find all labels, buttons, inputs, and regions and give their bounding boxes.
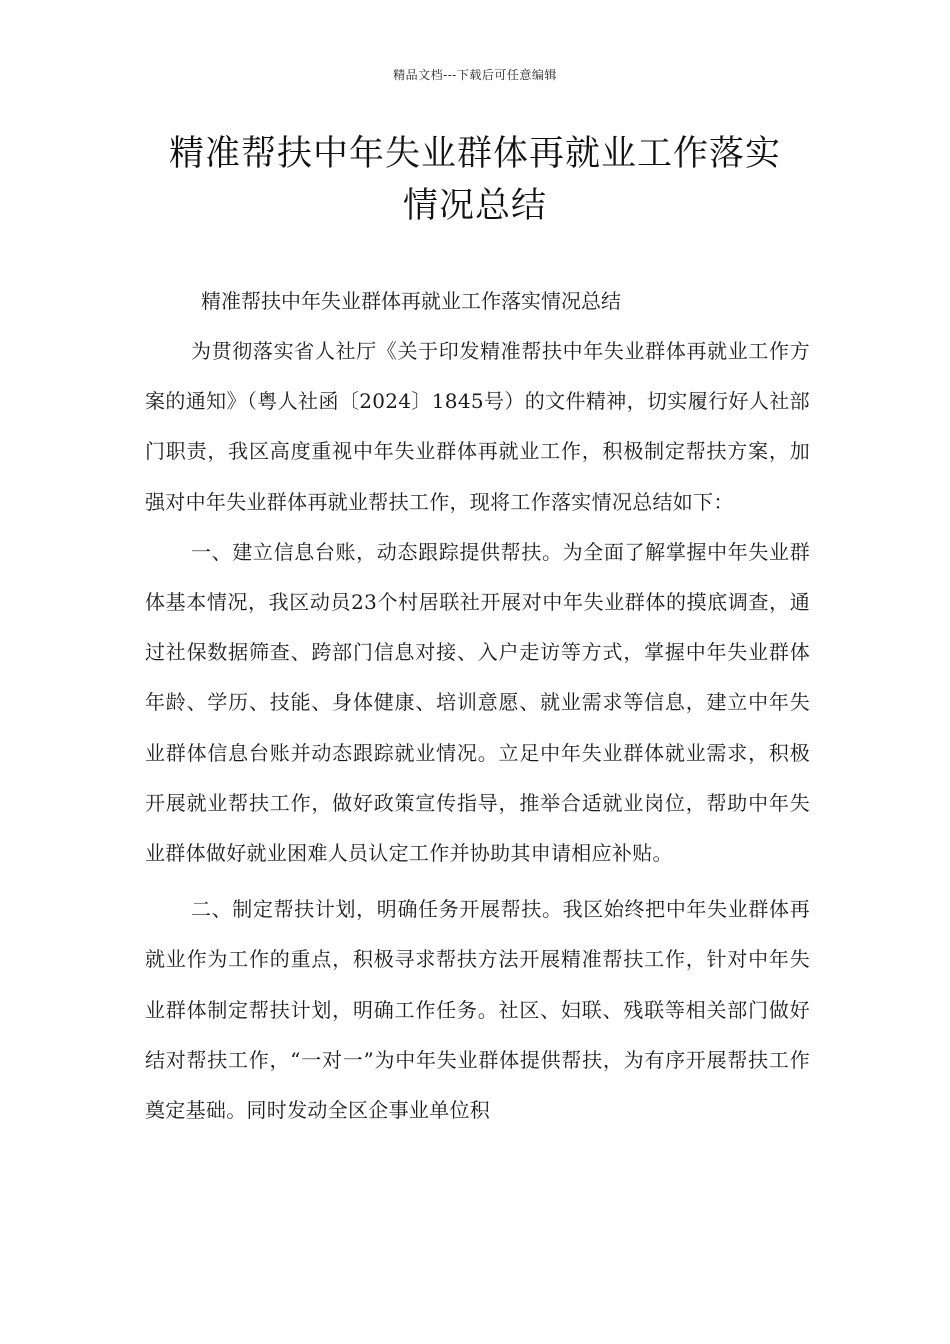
paragraph-section-1: 一、建立信息台账，动态跟踪提供帮扶。为全面了解掌握中年失业群体基本情况，我区动员23个村居联社开展对中年失业群体的摸底调查，通过社保数据筛查、跨部门信息对接、入户走访等方式，掌握中年失业群体年龄、学历、技能、身体健康、培训意愿、就业需求等信息，建立中年失业群体信息台账并动态跟踪就业情况。立足中年失业群体就业需求，积极开展就业帮扶工作，做好政策宣传指导，推举合适就业岗位，帮助中年失业群体做好就业困难人员认定工作并协助其申请相应补贴。 xyxy=(145,539,810,866)
document-body xyxy=(145,276,810,1135)
document-title xyxy=(120,128,830,232)
paragraph-intro: 为贯彻落实省人社厅《关于印发精准帮扶中年失业群体再就业工作方案的通知》（粤人社函〔2024〕1845号）的文件精神，切实履行好人社部门职责，我区高度重视中年失业群体再就业工作，积极制定帮扶方案，加强对中年失业群体再就业帮扶工作，现将工作落实情况总结如下： xyxy=(145,339,810,514)
document-subtitle: 精准帮扶中年失业群体再就业工作落实情况总结 xyxy=(201,289,621,313)
title-line-2: 情况总结 xyxy=(402,186,547,226)
title-line-1: 精准帮扶中年失业群体再就业工作落实 xyxy=(168,134,781,174)
paragraph-section-2: 二、制定帮扶计划，明确任务开展帮扶。我区始终把中年失业群体再就业作为工作的重点，积极寻求帮扶方法开展精准帮扶工作，针对中年失业群体制定帮扶计划，明确工作任务。社区、妇联、残联等相关部门做好结对帮扶工作，“一对一”为中年失业群体提供帮扶，为有序开展帮扶工作奠定基础。同时发动全区企事业单位积 xyxy=(145,897,810,1123)
header-note: 精品文档---下载后可任意编辑 xyxy=(393,68,557,82)
